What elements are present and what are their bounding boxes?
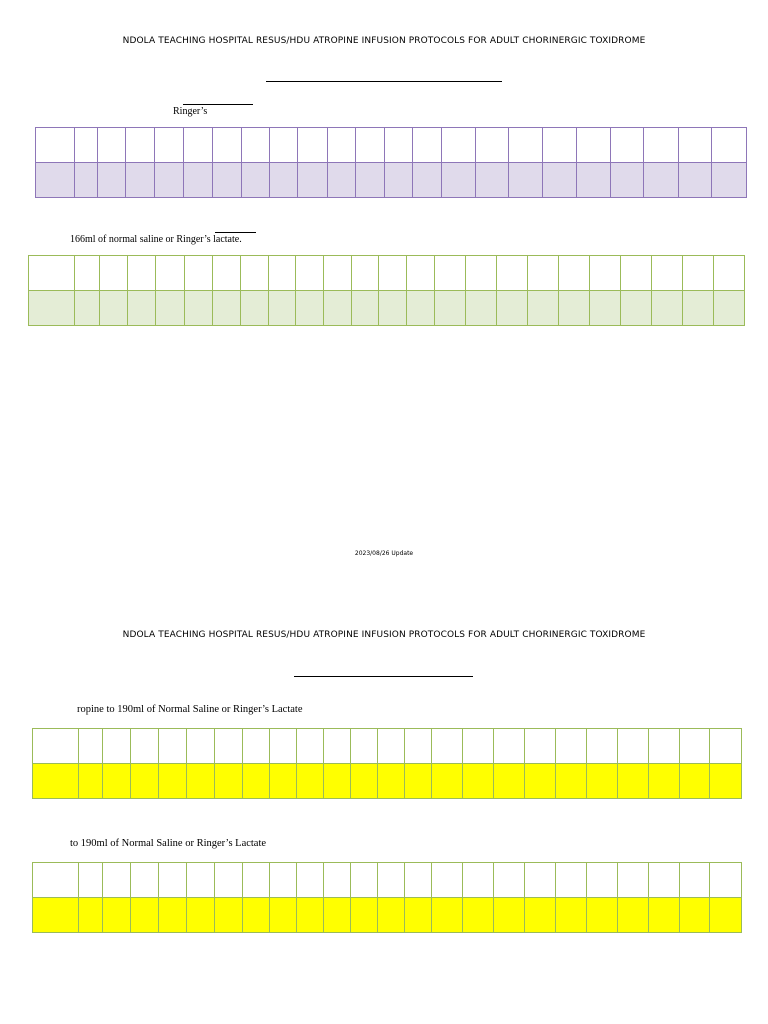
blank-line [183,104,253,105]
infusion-table-yellow [32,728,742,799]
page-title: NDOLA TEACHING HOSPITAL RESUS/HDU ATROPINE INFUSION PROTOCOLS FOR ADULT CHORINERGIC TOXIDROME [122,630,646,640]
table-caption: to 190ml of Normal Saline or Ringer’s Lactate [70,838,267,849]
table-row [33,898,742,933]
infusion-table-yellow [32,862,742,933]
page-title: NDOLA TEACHING HOSPITAL RESUS/HDU ATROPINE INFUSION PROTOCOLS FOR ADULT CHORINERGIC TOXIDROME [122,36,646,46]
table-row [33,729,742,764]
table-row [36,128,747,163]
table-row [29,256,745,291]
table-caption: 166ml of normal saline or Ringer’s lactate. [70,234,242,245]
blank-line [215,232,256,233]
infusion-table-green [28,255,745,326]
update-footer: 2023/08/26 Update [354,550,414,557]
heading-underline [266,81,502,82]
table-caption: Ringer’s [173,106,208,117]
table-row [33,764,742,799]
table-row [33,863,742,898]
infusion-table-purple [35,127,747,198]
heading-underline [294,676,473,677]
table-row [29,291,745,326]
table-caption: ropine to 190ml of Normal Saline or Ringer’s Lactate [77,704,303,715]
table-row [36,163,747,198]
